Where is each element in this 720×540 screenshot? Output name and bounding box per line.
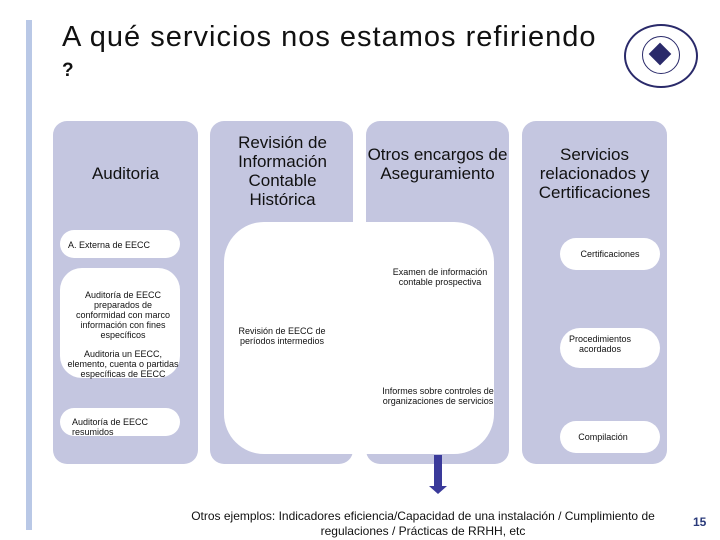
slide-title bbox=[62, 22, 602, 86]
down-arrow-shaft bbox=[434, 455, 442, 489]
label-prospectiva: Examen de información contable prospectiva bbox=[392, 267, 488, 287]
left-accent-bar bbox=[26, 20, 32, 530]
label-procedimientos: Procedimientos acordados bbox=[568, 334, 632, 354]
page-number: 15 bbox=[693, 515, 707, 529]
column-header-aseguramiento: Otros encargos de Aseguramiento bbox=[367, 145, 508, 183]
label-intermedios: Revisión de EECC de períodos intermedios bbox=[238, 326, 326, 346]
label-compilacion: Compilación bbox=[578, 432, 628, 442]
label-externa: A. Externa de EECC bbox=[68, 240, 151, 250]
title-text: A qué servicios nos estamos refiriendo bbox=[62, 21, 597, 53]
column-header-auditoria: Auditoria bbox=[91, 164, 160, 183]
column-header-servicios: Servicios relacionados y Certificaciones bbox=[538, 145, 651, 202]
label-marco: Auditoría de EECC preparados de conformidad con marco información con fines específicos bbox=[75, 290, 171, 340]
label-resumidos: Auditoría de EECC resumidos bbox=[72, 417, 149, 437]
footer-note: Otros ejemplos: Indicadores eficiencia/Capacidad de una instalación / Cumplimiento de regulaciones / Prácticas de RRHH, etc bbox=[191, 509, 655, 538]
column-header-revision: Revisión de Información Contable Histórica bbox=[238, 133, 327, 209]
label-elemento: Auditoria un EECC, elemento, cuenta o partidas específicas de EECC bbox=[67, 349, 179, 379]
down-arrow-icon bbox=[429, 486, 447, 494]
label-certificaciones: Certificaciones bbox=[580, 249, 640, 259]
label-controles: Informes sobre controles de organizaciones de servicios bbox=[382, 386, 494, 406]
title-question-mark: ? bbox=[62, 60, 75, 81]
institution-seal-icon bbox=[624, 24, 698, 88]
